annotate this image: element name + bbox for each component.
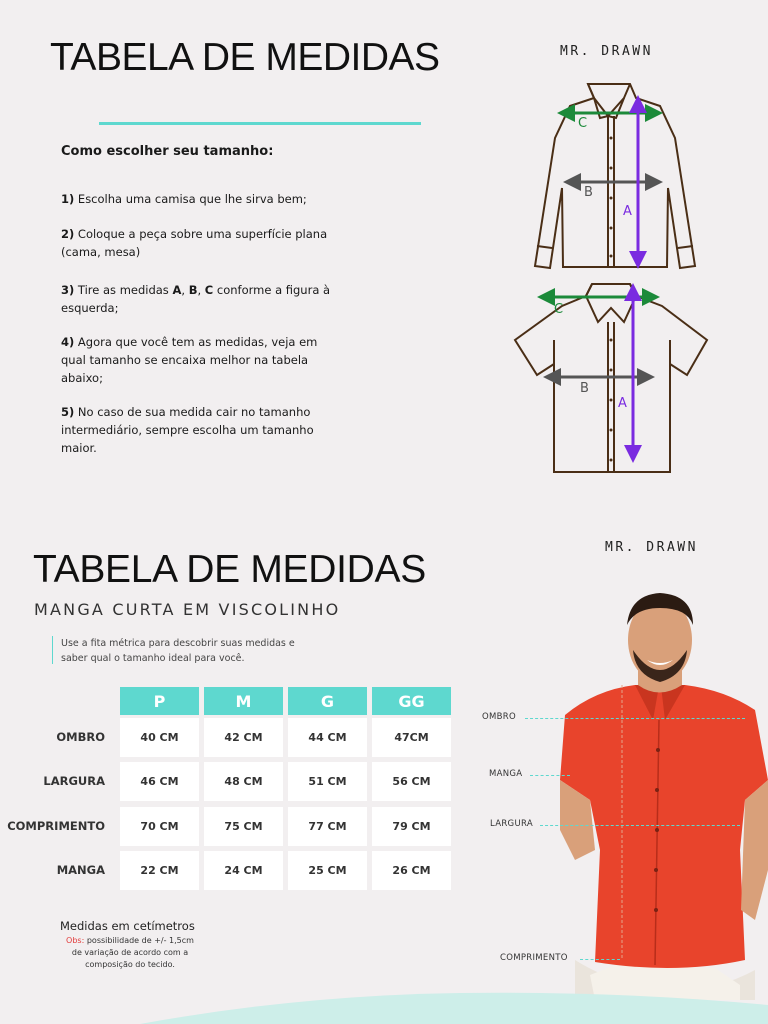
- table-cell: 75 CM: [204, 807, 283, 846]
- size-header-m: M: [204, 687, 283, 715]
- label-c: C: [578, 116, 588, 131]
- table-cell: 70 CM: [120, 807, 199, 846]
- size-header-gg: GG: [372, 687, 451, 715]
- table-cell: 26 CM: [372, 851, 451, 890]
- how-to-title: Como escolher seu tamanho:: [61, 144, 274, 159]
- step-1: 1) Escolha uma camisa que lhe sirva bem;: [61, 192, 307, 206]
- table-cell: 56 CM: [372, 762, 451, 801]
- callout-manga: MANGA: [489, 769, 523, 779]
- table-cell: 22 CM: [120, 851, 199, 890]
- short-sleeve-shirt-diagram: [512, 280, 712, 478]
- row-label-comprimento: COMPRIMENTO: [7, 819, 105, 833]
- callout-largura: LARGURA: [490, 819, 533, 829]
- size-header-g: G: [288, 687, 367, 715]
- decorative-wave: [0, 985, 768, 1024]
- label-a: A: [618, 396, 627, 411]
- table-cell: 42 CM: [204, 718, 283, 757]
- label-b: B: [584, 185, 593, 200]
- measure-hint: Use a fita métrica para descobrir suas medidas e saber qual o tamanho ideal para você.: [52, 636, 322, 664]
- brand-logo: MR. DRAWN: [560, 44, 653, 59]
- units-note-title: Medidas em cetímetros: [60, 919, 195, 933]
- label-c: C: [554, 302, 564, 317]
- callout-line: [580, 959, 620, 960]
- callout-ombro: OMBRO: [482, 712, 516, 722]
- model-photo: [555, 590, 768, 1000]
- table-cell: 40 CM: [120, 718, 199, 757]
- product-subtitle: MANGA CURTA EM VISCOLINHO: [34, 600, 341, 619]
- table-cell: 48 CM: [204, 762, 283, 801]
- row-label-manga: MANGA: [56, 863, 105, 877]
- table-cell: 47CM: [372, 718, 451, 757]
- step-4: 4) Agora que você tem as medidas, veja em qual tamanho se encaixa melhor na tabela abaixo;: [61, 335, 318, 385]
- step-5: 5) No caso de sua medida cair no tamanho intermediário, sempre escolha um tamanho maior.: [61, 405, 314, 455]
- section-title: TABELA DE MEDIDAS: [33, 548, 426, 591]
- brand-logo: MR. DRAWN: [605, 540, 698, 555]
- page-title: TABELA DE MEDIDAS: [50, 36, 440, 79]
- row-label-largura: LARGURA: [43, 774, 105, 788]
- callout-line: [540, 825, 740, 826]
- table-cell: 77 CM: [288, 807, 367, 846]
- table-cell: 46 CM: [120, 762, 199, 801]
- long-sleeve-shirt-diagram: [520, 78, 700, 273]
- table-cell: 25 CM: [288, 851, 367, 890]
- label-b: B: [580, 381, 589, 396]
- row-label-ombro: OMBRO: [56, 730, 105, 744]
- size-header-p: P: [120, 687, 199, 715]
- table-cell: 79 CM: [372, 807, 451, 846]
- variation-note: Obs: possibilidade de +/- 1,5cm de variação de acordo com a composição do tecido.: [66, 936, 194, 969]
- step-3: 3) Tire as medidas A, B, C conforme a figura à esquerda;: [61, 283, 331, 315]
- table-cell: 24 CM: [204, 851, 283, 890]
- table-cell: 44 CM: [288, 718, 367, 757]
- table-cell: 51 CM: [288, 762, 367, 801]
- step-2: 2) Coloque a peça sobre uma superfície plana (cama, mesa): [61, 227, 328, 259]
- accent-divider: [99, 122, 421, 125]
- callout-line: [530, 775, 570, 776]
- label-a: A: [623, 204, 632, 219]
- callout-line: [525, 718, 745, 719]
- callout-comprimento: COMPRIMENTO: [500, 953, 568, 963]
